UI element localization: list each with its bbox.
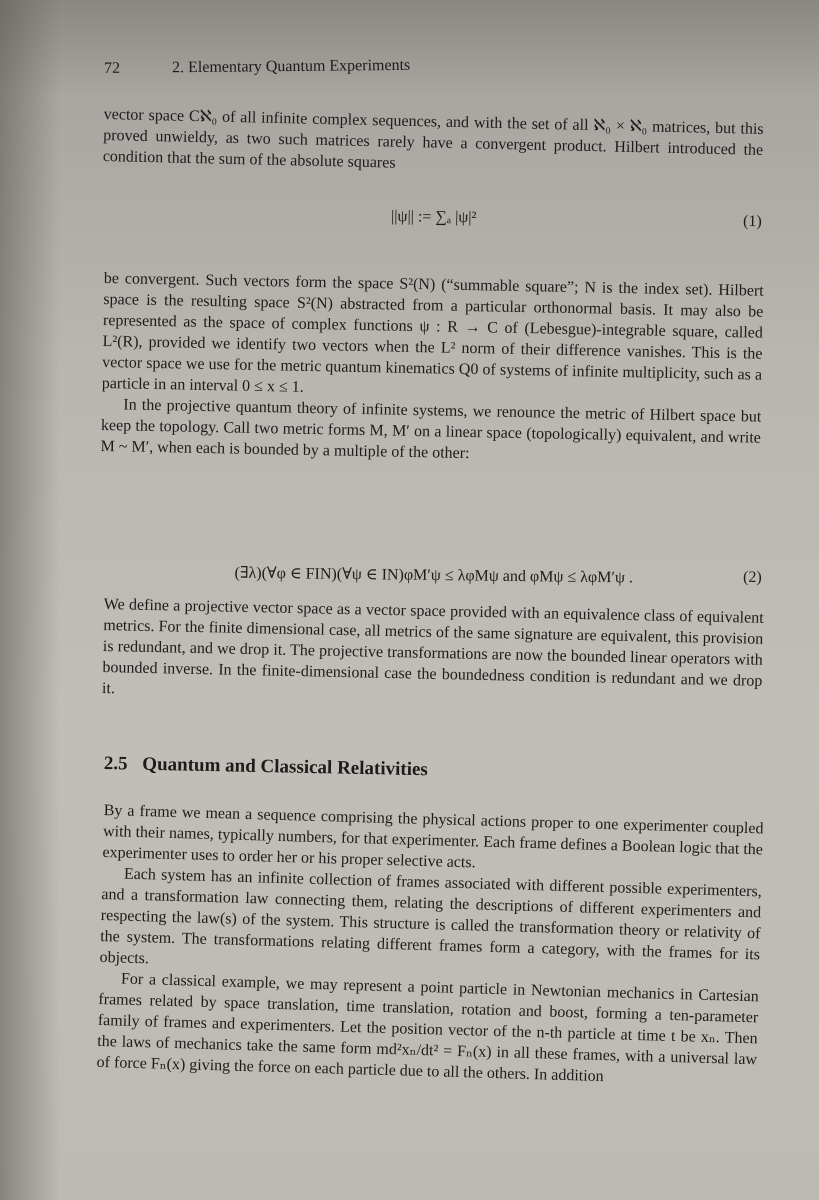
paragraph-block-middle <box>100 268 764 470</box>
paragraph-block-after-eq2 <box>102 594 764 713</box>
equation-formula: ||ψ|| := ∑ₐ |ψ|² <box>390 208 477 227</box>
paragraph: For a classical example, we may represent a point particle in Newtonian mechanics in Cartesian frames related by space translation, time translation, rotation and boost, forming a ten-parameter family of frames and experimenters. Let the position vector of the n-th particle at time t be xₙ. Then the laws of mechanics take the same form md²xₙ/dt² = Fₙ(x) in all these frames, with a universal law of force Fₙ(x) giving the force on each particle due to all the others. In addition <box>96 970 759 1086</box>
equation-2 <box>104 553 764 601</box>
section-body <box>96 800 763 1091</box>
paragraph-block-top <box>103 104 764 182</box>
equation-formula: (∃λ)(∀φ ∈ FIN)(∀ψ ∈ IN)φM′ψ ≤ λφMψ and φMψ ≤ λφM′ψ . <box>234 564 634 587</box>
section-title: Quantum and Classical Relativities <box>142 753 429 781</box>
equation-number: (2) <box>742 568 762 587</box>
page-number: 72 <box>104 59 121 77</box>
equation-1 <box>103 196 763 245</box>
page-gutter-shadow <box>0 0 60 1200</box>
paragraph: vector space Cℵ₀ of all infinite complex sequences, and with the set of all ℵ₀ × ℵ₀ matrices, but this proved unwieldy, as two such matrices rarely have a convergent product. Hilbert introduced the condition that the sum of the absolute squares <box>102 105 764 172</box>
equation-number: (1) <box>742 212 762 231</box>
section-number: 2.5 <box>103 753 128 775</box>
paragraph: In the projective quantum theory of infinite systems, we renounce the metric of Hilbert space but keep the topology. Call two metric forms M, M′ on a linear space (topologically) equivalent, and write M ~ M′, when each is bounded by a multiple of the other: <box>100 396 762 463</box>
running-head <box>104 53 764 78</box>
paragraph: By a frame we mean a sequence comprising the physical actions proper to one experimenter coupled with their names, typically numbers, for that experimenter. Each frame defines a Boolean logic that the experimenter uses to order her or his proper selective acts. <box>102 801 764 872</box>
chapter-title: 2. Elementary Quantum Experiments <box>171 56 411 77</box>
paragraph: Each system has an infinite collection of frames associated with different possible experimenters, and a transformation law connecting them, relating the descriptions of different experimenters and respecting the law(s) of the system. This structure is called the transformation theory or relativity of the system. The transformations relating different frames form a category, with the frames for its objects. <box>99 865 762 968</box>
paragraph: We define a projective vector space as a vector space provided with an equivalence class of equivalent metrics. For the finite dimensional case, all metrics of the same signature are equivalent, this provision is redundant, and we drop it. The projective transformations are now the bounded linear operators with bounded inverse. In the finite-dimensional case the boundedness condition is redundant and we drop it. <box>101 595 764 698</box>
section-heading <box>104 753 764 788</box>
paragraph: be convergent. Such vectors form the space S²(N) (“summable square”; N is the index set). Hilbert space is the resulting space S²(N) abstracted from a particular orthonormal basis. It may also be represented as the space of complex functions ψ : R → C of (Lebesgue)-integrable square, called L²(R), provided we identify two vectors when the L² norm of their difference vanishes. This is the vector space we use for the metric quantum kinematics Q0 of systems of infinite multiplicity, such as a particle in an interval 0 ≤ x ≤ 1. <box>101 269 764 396</box>
